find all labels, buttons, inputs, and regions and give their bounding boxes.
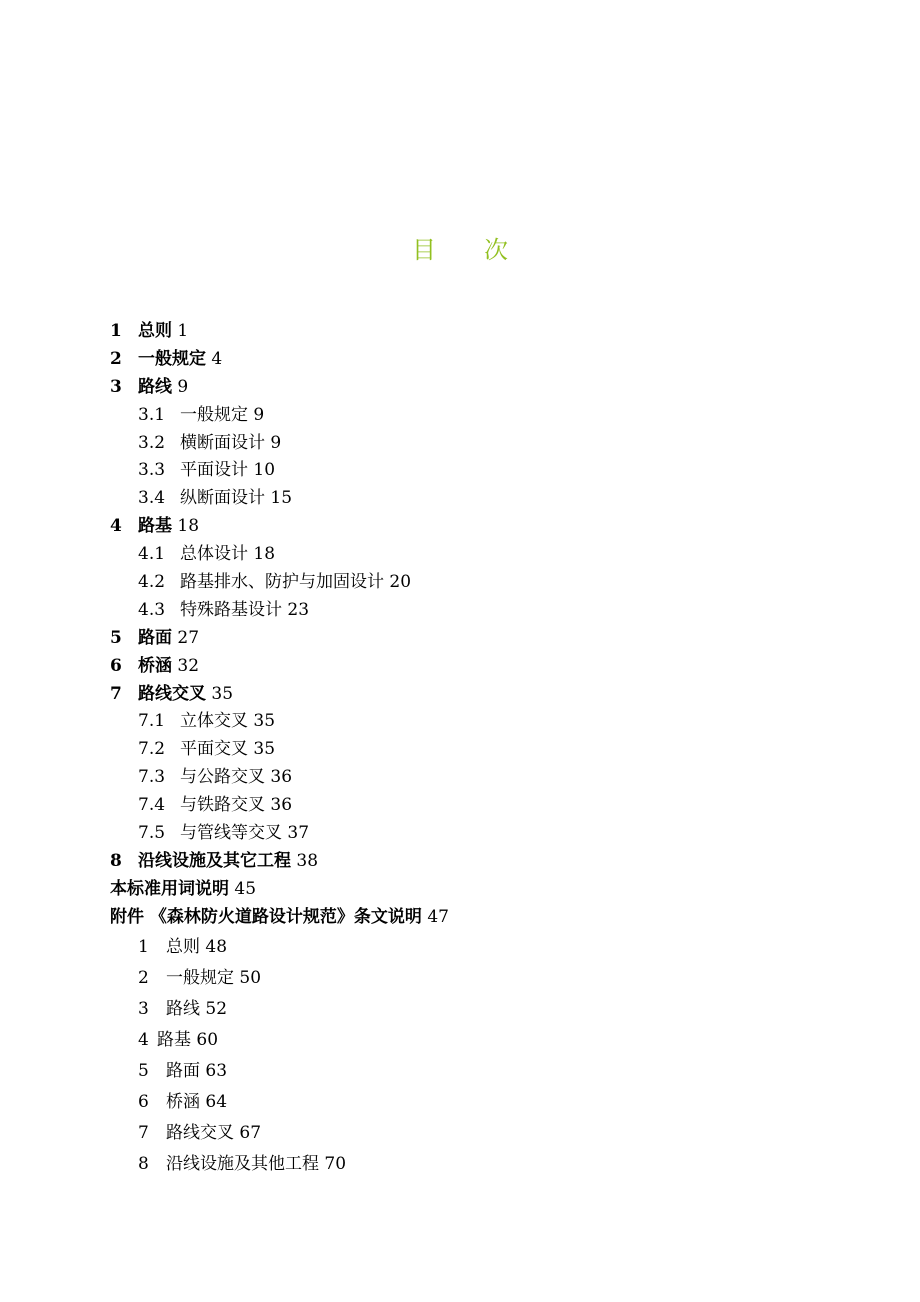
toc-entry-number: 1 bbox=[138, 936, 149, 957]
toc-entry-number: 4 bbox=[110, 516, 122, 537]
toc-entry-title: 与公路交叉 bbox=[180, 767, 265, 788]
toc-entry[interactable] bbox=[110, 485, 870, 513]
toc-entry-page: 48 bbox=[205, 936, 228, 957]
toc-entry-title: 沿线设施及其它工程 bbox=[138, 850, 291, 871]
toc-entry-title: 一般规定 bbox=[138, 348, 206, 369]
toc-entry-page: 64 bbox=[205, 1091, 228, 1112]
toc-entry-number: 7.3 bbox=[138, 767, 166, 788]
toc-entry-number: 3.2 bbox=[138, 432, 166, 453]
toc-entry[interactable] bbox=[110, 430, 870, 458]
toc-entry-title: 总体设计 bbox=[180, 544, 248, 565]
toc-entry-title: 与铁路交叉 bbox=[180, 795, 265, 816]
toc-entry-title: 桥涵 bbox=[166, 1091, 200, 1112]
toc-entry-page: 47 bbox=[427, 906, 449, 927]
toc-entry-page: 63 bbox=[205, 1060, 228, 1081]
toc-entry-title: 横断面设计 bbox=[180, 432, 265, 453]
toc-entry-title: 一般规定 bbox=[166, 967, 234, 988]
toc-entry-page: 32 bbox=[177, 655, 200, 676]
toc-entry-title: 与管线等交叉 bbox=[180, 823, 282, 844]
toc-entry-title: 路线交叉 bbox=[166, 1122, 234, 1143]
toc-entry-number: 8 bbox=[138, 1153, 149, 1174]
toc-entry[interactable] bbox=[110, 681, 870, 709]
toc-entry-number: 3 bbox=[138, 998, 149, 1019]
toc-entry[interactable] bbox=[110, 792, 870, 820]
toc-entry-page: 9 bbox=[270, 432, 282, 453]
toc-entry[interactable] bbox=[110, 625, 870, 653]
title-char-2: 次 bbox=[484, 236, 508, 264]
toc-entry-title: 路面 bbox=[166, 1060, 200, 1081]
toc-entry-number: 5 bbox=[138, 1060, 149, 1081]
toc-entry[interactable] bbox=[110, 457, 870, 485]
toc-entry-page: 67 bbox=[239, 1122, 262, 1143]
toc-entry-number: 7.4 bbox=[138, 795, 166, 816]
toc-entry[interactable] bbox=[110, 1025, 870, 1056]
toc-entry[interactable] bbox=[110, 994, 870, 1025]
toc-entry[interactable] bbox=[110, 1118, 870, 1149]
toc-entry[interactable] bbox=[110, 374, 870, 402]
toc-entry-page: 9 bbox=[253, 404, 265, 425]
toc-entry-page: 36 bbox=[270, 767, 293, 788]
toc-entry-title: 路线交叉 bbox=[138, 683, 206, 704]
toc-entry-number: 2 bbox=[138, 967, 149, 988]
toc-entry[interactable] bbox=[110, 569, 870, 597]
toc-entry-number: 2 bbox=[110, 348, 122, 369]
toc-entry-title: 路基排水、防护与加固设计 bbox=[180, 572, 384, 593]
toc-entry[interactable] bbox=[110, 708, 870, 736]
toc-entry-page: 20 bbox=[389, 572, 412, 593]
toc-entry-number: 4 bbox=[138, 1029, 149, 1050]
toc-entry-number: 4.3 bbox=[138, 599, 166, 620]
toc-entry-page: 50 bbox=[239, 967, 262, 988]
toc-entry-page: 9 bbox=[177, 376, 189, 397]
toc-entry-title: 一般规定 bbox=[180, 404, 248, 425]
toc-entry[interactable] bbox=[110, 736, 870, 764]
table-of-contents bbox=[110, 318, 870, 1180]
toc-entry-page: 35 bbox=[253, 739, 276, 760]
toc-entry-title: 路线 bbox=[166, 998, 200, 1019]
toc-entry-title: 纵断面设计 bbox=[180, 488, 265, 509]
toc-entry-title: 路面 bbox=[138, 627, 172, 648]
toc-entry[interactable] bbox=[110, 764, 870, 792]
toc-entry-page: 70 bbox=[324, 1153, 347, 1174]
toc-entry-page: 18 bbox=[253, 544, 276, 565]
toc-entry-page: 15 bbox=[270, 488, 293, 509]
toc-entry-number: 7.5 bbox=[138, 823, 166, 844]
toc-entry-page: 52 bbox=[205, 998, 228, 1019]
toc-entry[interactable] bbox=[110, 541, 870, 569]
toc-entry-number: 5 bbox=[110, 627, 122, 648]
toc-entry-title: 平面交叉 bbox=[180, 739, 248, 760]
toc-entry-title: 路基 bbox=[157, 1029, 191, 1050]
toc-entry-page: 38 bbox=[296, 850, 319, 871]
toc-entry-number: 1 bbox=[110, 321, 122, 341]
toc-entry-number: 8 bbox=[110, 850, 122, 871]
toc-entry-title: 立体交叉 bbox=[180, 711, 248, 732]
toc-entry-page: 1 bbox=[177, 321, 189, 341]
toc-entry[interactable] bbox=[110, 1149, 870, 1180]
toc-entry-page: 36 bbox=[270, 795, 293, 816]
toc-entry[interactable] bbox=[110, 318, 870, 346]
toc-entry-number: 3 bbox=[110, 376, 122, 397]
toc-entry[interactable] bbox=[110, 848, 870, 876]
toc-entry-number: 7 bbox=[138, 1122, 149, 1143]
toc-entry-title: 总则 bbox=[166, 936, 200, 957]
toc-entry-number: 3.4 bbox=[138, 488, 166, 509]
toc-entry-title: 本标准用词说明 bbox=[110, 878, 229, 899]
toc-entry-number: 6 bbox=[110, 655, 122, 676]
toc-entry-title: 总则 bbox=[138, 321, 172, 341]
page-title bbox=[0, 230, 920, 265]
toc-entry[interactable] bbox=[110, 932, 870, 963]
toc-entry-page: 35 bbox=[253, 711, 276, 732]
toc-entry-number: 7.1 bbox=[138, 711, 166, 732]
toc-entry-title: 沿线设施及其他工程 bbox=[166, 1153, 319, 1174]
toc-entry-page: 27 bbox=[177, 627, 200, 648]
toc-entry[interactable] bbox=[110, 1087, 870, 1118]
toc-entry-number: 3.1 bbox=[138, 404, 166, 425]
toc-entry[interactable] bbox=[110, 876, 870, 904]
toc-entry-title: 路线 bbox=[138, 376, 172, 397]
toc-entry-page: 23 bbox=[287, 599, 310, 620]
toc-entry-number: 7.2 bbox=[138, 739, 166, 760]
toc-entry-title: 特殊路基设计 bbox=[180, 599, 282, 620]
toc-entry[interactable] bbox=[110, 1056, 870, 1087]
toc-entry-title: 附件 《森林防火道路设计规范》条文说明 bbox=[110, 906, 422, 927]
toc-entry-page: 37 bbox=[287, 823, 310, 844]
toc-entry[interactable] bbox=[110, 653, 870, 681]
toc-entry[interactable] bbox=[110, 402, 870, 430]
toc-entry-number: 3.3 bbox=[138, 460, 166, 481]
toc-entry-number: 7 bbox=[110, 683, 122, 704]
toc-entry-page: 60 bbox=[196, 1029, 219, 1050]
toc-entry[interactable] bbox=[110, 346, 870, 374]
toc-entry-title: 路基 bbox=[138, 516, 172, 537]
toc-entry[interactable] bbox=[110, 820, 870, 848]
toc-entry-page: 4 bbox=[211, 348, 223, 369]
toc-entry[interactable] bbox=[110, 963, 870, 994]
toc-entry-page: 35 bbox=[211, 683, 234, 704]
toc-entry-number: 4.1 bbox=[138, 544, 166, 565]
toc-entry[interactable] bbox=[110, 597, 870, 625]
toc-entry-page: 45 bbox=[234, 878, 257, 899]
toc-entry-title: 平面设计 bbox=[180, 460, 248, 481]
toc-entry-number: 6 bbox=[138, 1091, 149, 1112]
toc-entry-number: 4.2 bbox=[138, 572, 166, 593]
toc-entry-page: 18 bbox=[177, 516, 200, 537]
toc-entry-page: 10 bbox=[253, 460, 276, 481]
toc-entry[interactable] bbox=[110, 513, 870, 541]
toc-entry[interactable] bbox=[110, 904, 870, 932]
toc-entry-title: 桥涵 bbox=[138, 655, 172, 676]
title-char-1: 目 bbox=[412, 236, 436, 264]
